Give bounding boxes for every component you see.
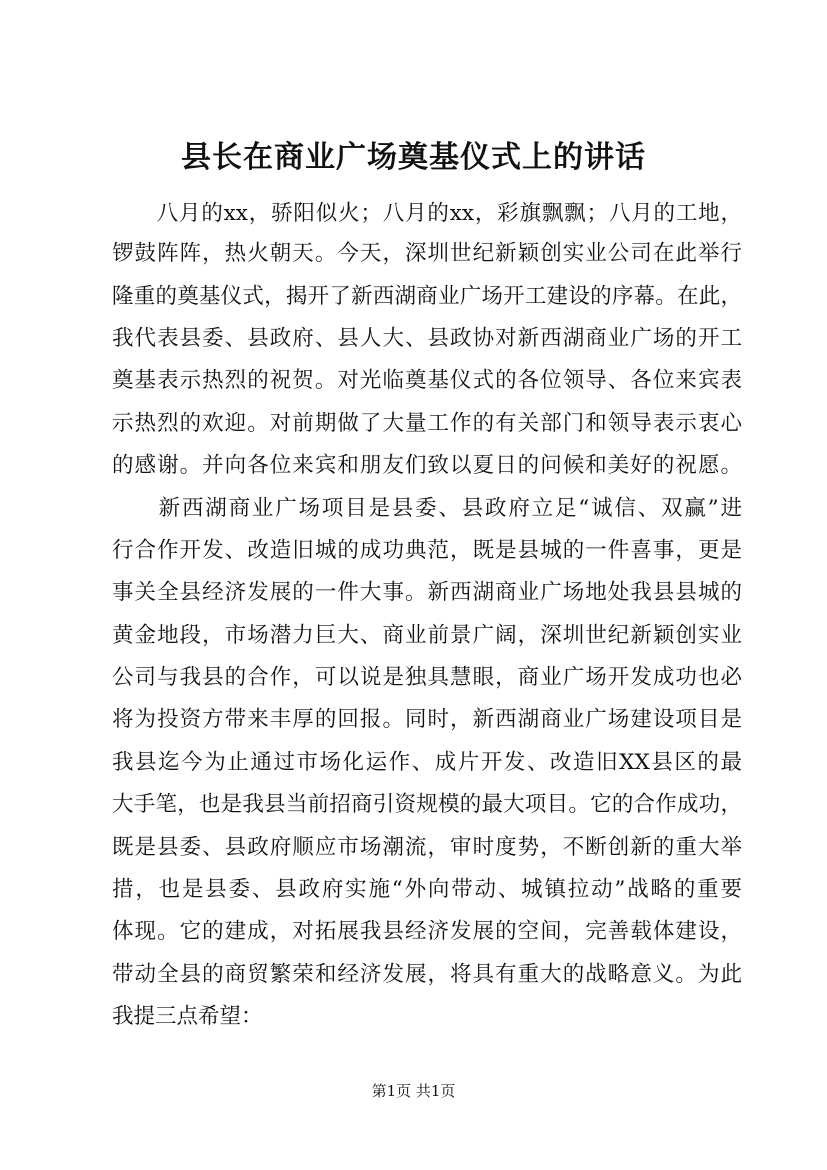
paragraph-2-line-12: 带动全县的商贸繁荣和经济发展，将具有重大的战略意义。为此 (112, 962, 742, 987)
paragraph-1-line-7: 的感谢。并向各位来宾和朋友们致以夏日的问候和美好的祝愿。 (112, 453, 742, 478)
paragraph-1-line-4: 我代表县委、县政府、县人大、县政协对新西湖商业广场的开工 (112, 326, 742, 351)
paragraph-2-line-6: 将为投资方带来丰厚的回报。同时，新西湖商业广场建设项目是 (112, 707, 742, 732)
document-title: 县长在商业广场奠基仪式上的讲话 (181, 140, 646, 175)
paragraph-2-line-13: 我提三点希望： (112, 1004, 263, 1029)
paragraph-1-line-1: 八月的xx，骄阳似火；八月的xx，彩旗飘飘；八月的工地， (112, 201, 742, 226)
paragraph-2-line-5: 公司与我县的合作，可以说是独具慧眼，商业广场开发成功也必 (112, 665, 742, 690)
paragraph-2-line-10: 措，也是县委、县政府实施“外向带动、城镇拉动”战略的重要 (112, 877, 742, 902)
paragraph-2-line-1: 新西湖商业广场项目是县委、县政府立足“诚信、双赢”进 (112, 496, 742, 521)
paragraph-2-line-11: 体现。它的建成，对拓展我县经济发展的空间，完善载体建设， (112, 919, 742, 944)
paragraph-2-line-9: 既是县委、县政府顺应市场潮流，审时度势，不断创新的重大举 (112, 835, 742, 860)
paragraph-1-line-6: 示热烈的欢迎。对前期做了大量工作的有关部门和领导表示衷心 (112, 411, 742, 436)
paragraph-2-line-4: 黄金地段，市场潜力巨大、商业前景广阔，深圳世纪新颖创实业 (112, 623, 742, 648)
paragraph-1-line-3: 隆重的奠基仪式，揭开了新西湖商业广场开工建设的序幕。在此， (112, 284, 742, 309)
paragraph-2-line-7: 我县迄今为止通过市场化运作、成片开发、改造旧XX县区的最 (112, 750, 742, 775)
paragraph-2-line-2: 行合作开发、改造旧城的成功典范，既是县城的一件喜事，更是 (112, 538, 742, 563)
paragraph-1-line-5: 奠基表示热烈的祝贺。对光临奠基仪式的各位领导、各位来宾表 (112, 368, 742, 393)
paragraph-2-line-3: 事关全县经济发展的一件大事。新西湖商业广场地处我县县城的 (112, 580, 742, 605)
page-footer: 第1页 共1页 (371, 1082, 456, 1100)
paragraph-2-line-8: 大手笔，也是我县当前招商引资规模的最大项目。它的合作成功， (112, 792, 742, 817)
paragraph-1-line-2: 锣鼓阵阵，热火朝天。今天，深圳世纪新颖创实业公司在此举行 (112, 241, 742, 266)
